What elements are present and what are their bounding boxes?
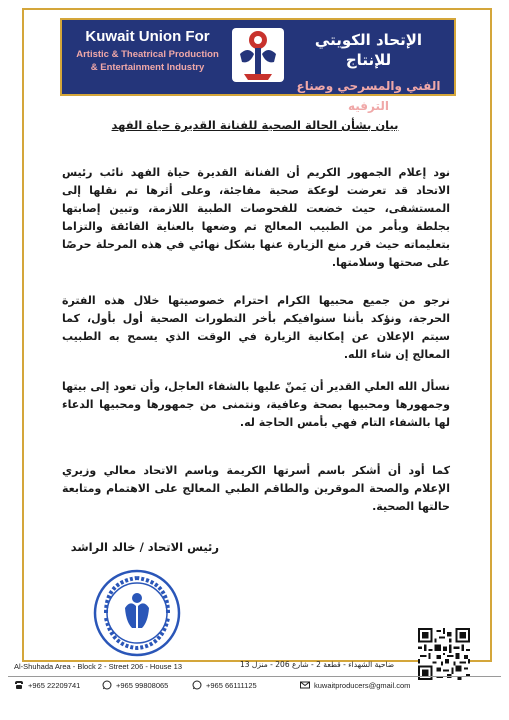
org-name-en: Kuwait Union For <box>85 28 210 45</box>
org-subtitle-ar: الفني والمسرحي وصناع الترفيه <box>296 79 441 113</box>
paragraph-2: نرجو من جميع محبيها الكرام احترام خصوصيتها خلال هذه الفترة الحرجة، ونؤكد بأننا سنوافيكم بأخر التطورات الصحية أول بأول، كما سيتم الإعلان عن إمكانية الزيارة في الوقت الذي يسمح به الطبيب المعالج إن شاء الله. <box>62 294 450 361</box>
org-subtitle-en-1: Artistic & Theatrical Production <box>76 49 219 60</box>
contact-row <box>10 680 430 698</box>
paragraph-4: كما أود أن أشكر باسم أسرتها الكريمة وباسم الاتحاد معالي وزيري الإعلام والصحة الموقرين والطاقم الطبي المعالج على الاهتمام ومتابعة حالتها الصحية. <box>62 464 450 513</box>
whatsapp-contact-1[interactable] <box>102 680 168 690</box>
letterhead-arabic <box>291 30 446 116</box>
qr-code-icon[interactable] <box>418 628 470 680</box>
whatsapp-icon <box>192 680 202 690</box>
whatsapp-contact-2[interactable] <box>192 680 257 690</box>
letterhead-english <box>70 28 225 74</box>
whatsapp-number-1: +965 99808065 <box>116 680 169 690</box>
whatsapp-number-2: +965 66111125 <box>206 680 257 690</box>
footer-divider <box>8 676 501 677</box>
phone-icon <box>14 680 24 690</box>
email-contact[interactable] <box>300 680 410 690</box>
official-stamp-icon <box>92 568 182 658</box>
address-arabic: ضاحية الشهداء - قطعة 2 - شارع 206 - منزل 13 <box>240 660 395 669</box>
letterhead-banner <box>60 18 456 113</box>
whatsapp-icon <box>102 680 112 690</box>
email-address: kuwaitproducers@gmail.com <box>314 680 411 690</box>
phone-contact[interactable] <box>14 680 80 690</box>
org-name-ar: الإتحاد الكويتي للإنتاج <box>314 31 423 69</box>
statement-title: بيان بشأن الحالة الصحية للفنانة القديرة حياة الفهد <box>111 118 399 132</box>
paragraph-3: نسأل الله العلي القدير أن يَمنّ عليها بالشفاء العاجل، وأن تعود إلى بيتها وجمهورها ومحبيها بصحة وعافية، ونتمنى من جمهورها ومحبيها الدعاء لها بالشفاء التام فهي بأمس الحاجة له. <box>62 380 450 429</box>
signature-line: رئيس الاتحاد / خالد الراشد <box>70 540 219 554</box>
org-subtitle-en-2: & Entertainment Industry <box>90 62 205 73</box>
union-logo-icon <box>230 24 286 86</box>
paragraph-1: نود إعلام الجمهور الكريم أن الفنانة القديرة حياة الفهد نائب رئيس الاتحاد قد تعرضت لوعكة صحية مفاجئة، وعلى أثرها تم نقلها إلى المستشفى، حيث خضعت للفحوصات الطبية اللازمة، وتبين إصابتها بجلطة وبأمر من الطبيب المعالج تم وضعها بالعناية الفائقة والتزاما بتعليماته حيث قرر منع الزيارة عنها بشكل نهائي في هذه المرحلة حرصًا على صحتها وسلامتها. <box>62 166 450 269</box>
address-english: Al-Shuhada Area - Block 2 - Street 206 - House 13 <box>14 662 183 671</box>
email-icon <box>300 680 310 690</box>
phone-number: +965 22209741 <box>28 680 81 690</box>
